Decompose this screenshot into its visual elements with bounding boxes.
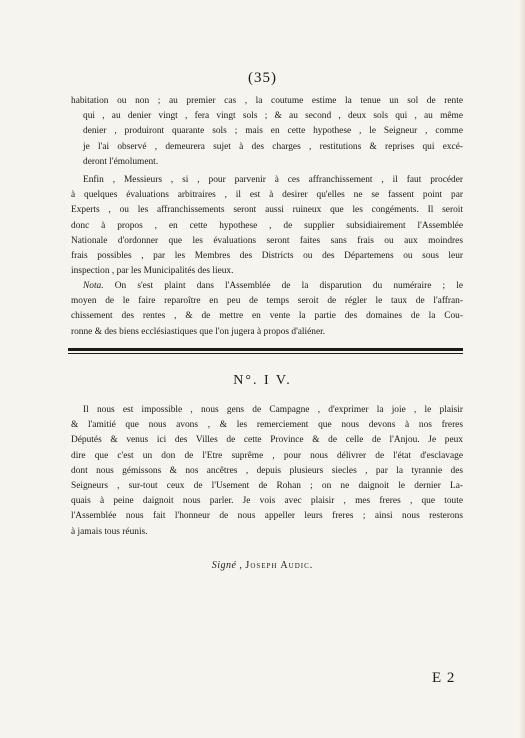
signature-label: Signé , [211, 560, 243, 571]
text-line: deront l'émolument. [83, 156, 159, 167]
text-line [71, 279, 463, 294]
page-edge-shadow [519, 0, 525, 738]
text-line: qui , au denier vingt , fera vingt sols ; & au second , deux sols qui , au même [83, 111, 463, 122]
text-line: à quelques évaluations arbitraires , il est à desirer qu'elles ne se fassent point par [71, 190, 463, 201]
section-divider-thin [68, 353, 463, 354]
text-line: à jamais tous réunis. [71, 526, 148, 537]
text-line: habitation ou non ; au premier cas , la coutume estime la tenue un sol de rente [71, 96, 463, 106]
page-number: (35) [248, 70, 277, 86]
text-line: Enfin , Messieurs , si , pour parvenir à ces affranchissement , il faut procéder [83, 175, 463, 185]
text-line: denier , produiront quarante sols ; mais en cette hypothese , le Seigneur , comme [83, 126, 463, 137]
paragraph-enfin [71, 173, 463, 279]
text-line: quais à peine daignoit nous parler. Je vois avec plaisir , mes freres , que toute [71, 496, 463, 507]
text-line: chissement des rentes , & de mettre en vente la partie des domaines de la Cou- [71, 311, 463, 322]
nota-first-line: On s'est plaint dans l'Assemblée de la disparution du numéraire ; le [114, 281, 463, 291]
section-divider-thick [68, 348, 463, 351]
text-line: donc à propos , en cette hypothese , de supplier subsidiairement l'Assemblée [71, 220, 463, 231]
text-line: je l'ai observé , demeurera sujet à des charges , restitutions & reprises qui excé- [83, 141, 463, 152]
text-line: dont nous gémissons & nos ancêtres , depuis plusieurs siecles , par la tyrannie des [71, 465, 463, 476]
text-line: Seigneurs , sur-tout ceux de l'Usement de Rohan ; on ne daignoit le dernier La- [71, 481, 463, 492]
paragraph-continuation [71, 94, 463, 170]
signature-line [0, 560, 525, 571]
text-line: moyen de le faire reparoître en peu de temps seroit de régler le taux de l'affran- [71, 296, 463, 307]
text-line: dire que c'est un don de l'Etre suprême , pour nous délivrer de l'état d'esclavage [71, 450, 463, 461]
text-line: inspection , par les Municipalités des lieux. [71, 266, 234, 277]
text-line: Nationale d'ordonner que les évaluations seront faites sans frais ou aux moindres [71, 235, 463, 246]
text-line: Experts , ou les affranchissements seront aussi ruineux que les congéments. Il seroit [71, 205, 463, 216]
paragraph-section-iv [71, 403, 463, 540]
text-line: & l'amitié que nous avons , & les remerciement que nous devons à nos freres [71, 420, 463, 431]
section-title: N°. I V. [233, 373, 292, 388]
text-line: l'Assemblée nous fait l'honneur de nous appeller leurs freres ; ainsi nous resterons [71, 511, 463, 522]
text-line: Il nous est impossible , nous gens de Campagne , d'exprimer la joie , le plaisir [83, 405, 463, 415]
text-line: Députés & venus ici des Villes de cette Province & de celle de l'Anjou. Je peux [71, 435, 463, 446]
gathering-signature-mark: E 2 [432, 670, 456, 686]
text-line: ronne & des biens ecclésiastiques que l'on jugera à propos d'aliéner. [71, 326, 326, 337]
nota-label: Nota. [83, 281, 104, 291]
nota-paragraph [71, 279, 463, 340]
signature-name: Joseph Audic. [245, 560, 314, 571]
text-line: frais possibles , par les Membres des Districts ou des Départemens ou sous leur [71, 251, 463, 262]
